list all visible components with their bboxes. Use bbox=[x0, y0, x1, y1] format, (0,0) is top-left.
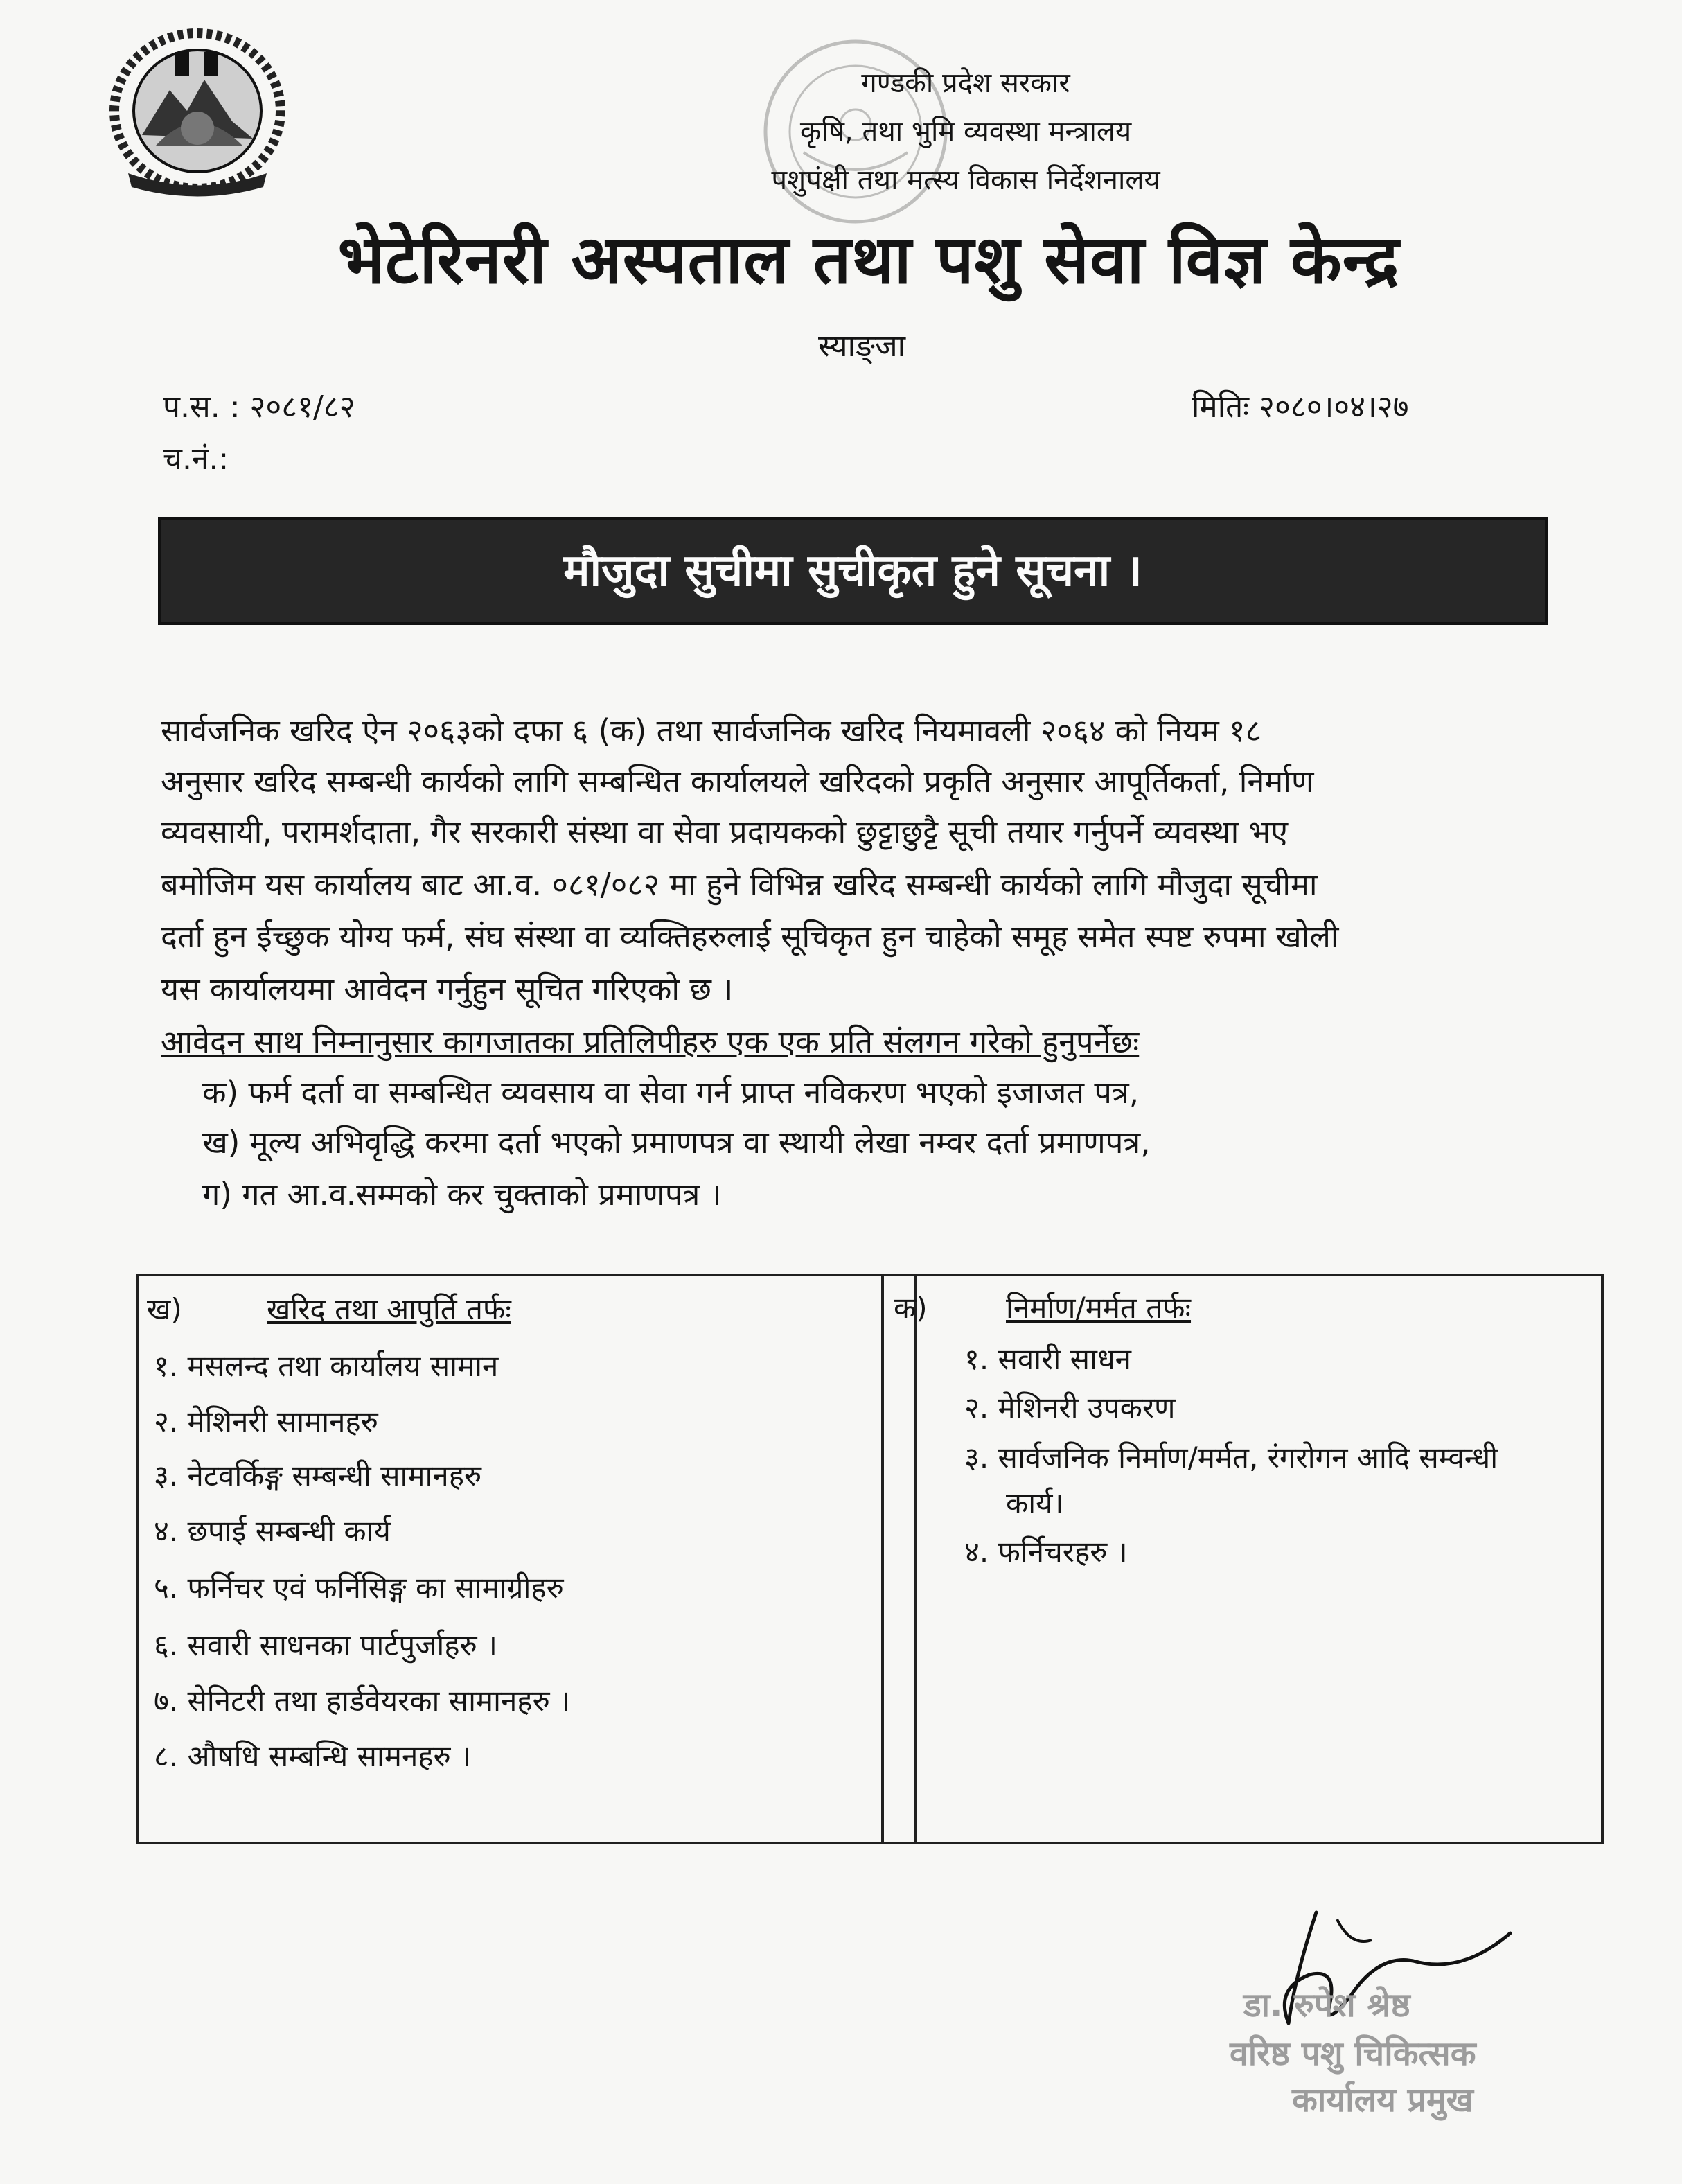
district-name: स्याङ्जा bbox=[817, 328, 906, 364]
requirement-item: क) फर्म दर्ता वा सम्बन्धित व्यवसाय वा सेवा गर्न प्राप्त नविकरण भएको इजाजत पत्र, bbox=[202, 1074, 1140, 1111]
dispatch-number: च.नं.: bbox=[163, 441, 229, 477]
letter-date: मितिः २०८०।०४।२७ bbox=[1192, 389, 1409, 425]
requirement-item: ख) मूल्य अभिवृद्धि करमा दर्ता भएको प्रमाणपत्र वा स्थायी लेखा नम्वर दर्ता प्रमाणपत्र, bbox=[202, 1124, 1151, 1161]
signatory-designation: वरिष्ठ पशु चिकित्सक bbox=[1230, 2034, 1476, 2073]
box-label: क) bbox=[894, 1291, 928, 1325]
paragraph-line: यस कार्यालयमा आवेदन गर्नुहुन सूचित गरिएको छ । bbox=[161, 971, 734, 1007]
category-item: ३. सार्वजनिक निर्माण/मर्मत, रंगरोगन आदि सम्वन्धी bbox=[964, 1441, 1498, 1474]
signatory-name: डा. रुपेश श्रेष्ठ bbox=[1243, 1986, 1410, 2025]
directorate-name: पशुपंक्षी तथा मत्स्य विकास निर्देशनालय bbox=[771, 164, 1160, 196]
category-item: ४. फर्निचरहरु । bbox=[964, 1535, 1128, 1569]
ministry-name: कृषि, तथा भुमि व्यवस्था मन्त्रालय bbox=[799, 116, 1132, 148]
requirement-item: ग) गत आ.व.सम्मको कर चुक्ताको प्रमाणपत्र । bbox=[202, 1176, 722, 1213]
office-title: भेटेरिनरी अस्पताल तथा पशु सेवा विज्ञ केन्द्र bbox=[337, 221, 1400, 299]
category-item: २. मेशिनरी सामानहरु bbox=[154, 1404, 378, 1438]
category-item: १. मसलन्द तथा कार्यालय सामान bbox=[154, 1349, 499, 1383]
paragraph-line: बमोजिम यस कार्यालय बाट आ.व. ०८१/०८२ मा हुने विभिन्न खरिद सम्बन्धी कार्यको लागि मौजुदा सूचीमा bbox=[161, 866, 1318, 903]
category-item: ५. फर्निचर एवं फर्निसिङ्ग का सामाग्रीहरु bbox=[154, 1571, 564, 1605]
paragraph-line: दर्ता हुन ईच्छुक योग्य फर्म, संघ संस्था वा व्यक्तिहरुलाई सूचिकृत हुन चाहेको समूह समेत स्पष्ट रुपमा खोली bbox=[161, 918, 1339, 955]
box-heading: निर्माण/मर्मत तर्फः bbox=[1006, 1291, 1192, 1325]
category-item: २. मेशिनरी उपकरण bbox=[964, 1391, 1176, 1425]
box-heading: खरिद तथा आपुर्ति तर्फः bbox=[267, 1292, 511, 1326]
category-item: १. सवारी साधन bbox=[964, 1342, 1131, 1376]
paragraph-line: व्यवसायी, परामर्शदाता, गैर सरकारी संस्था वा सेवा प्रदायकको छुट्टाछुट्टै सूची तयार गर्नुपर्ने व्यवस्था भए bbox=[161, 813, 1289, 850]
category-item: ७. सेनिटरी तथा हार्डवेयरका सामानहरु । bbox=[154, 1684, 570, 1718]
paragraph-line: अनुसार खरिद सम्बन्धी कार्यको लागि सम्बन्धित कार्यालयले खरिदको प्रकृति अनुसार आपूर्तिकर्ता, निर्माण bbox=[161, 763, 1314, 800]
category-item: कार्य। bbox=[1006, 1486, 1064, 1520]
letter-number: प.स. : २०८१/८२ bbox=[163, 389, 355, 425]
signatory-role: कार्यालय प्रमुख bbox=[1292, 2081, 1473, 2120]
requirements-heading: आवेदन साथ निम्नानुसार कागजातका प्रतिलिपीहरु एक एक प्रति संलगन गरेको हुनुपर्नेछः bbox=[161, 1023, 1140, 1060]
box-label: ख) bbox=[147, 1292, 182, 1326]
category-item: ३. नेटवर्किङ्ग सम्बन्धी सामानहरु bbox=[154, 1459, 482, 1492]
category-item: ८. औषधि सम्बन्धि सामनहरु । bbox=[154, 1739, 471, 1773]
category-item: ६. सवारी साधनका पार्टपुर्जाहरु । bbox=[154, 1628, 497, 1662]
paragraph-line: सार्वजनिक खरिद ऐन २०६३को दफा ६ (क) तथा सार्वजनिक खरिद नियमावली २०६४ को नियम १८ bbox=[161, 712, 1262, 749]
province-government: गण्डकी प्रदेश सरकार bbox=[861, 67, 1070, 99]
category-item: ४. छपाई सम्बन्धी कार्य bbox=[154, 1514, 391, 1548]
notice-title: मौजुदा सुचीमा सुचीकृत हुने सूचना । bbox=[563, 545, 1142, 597]
